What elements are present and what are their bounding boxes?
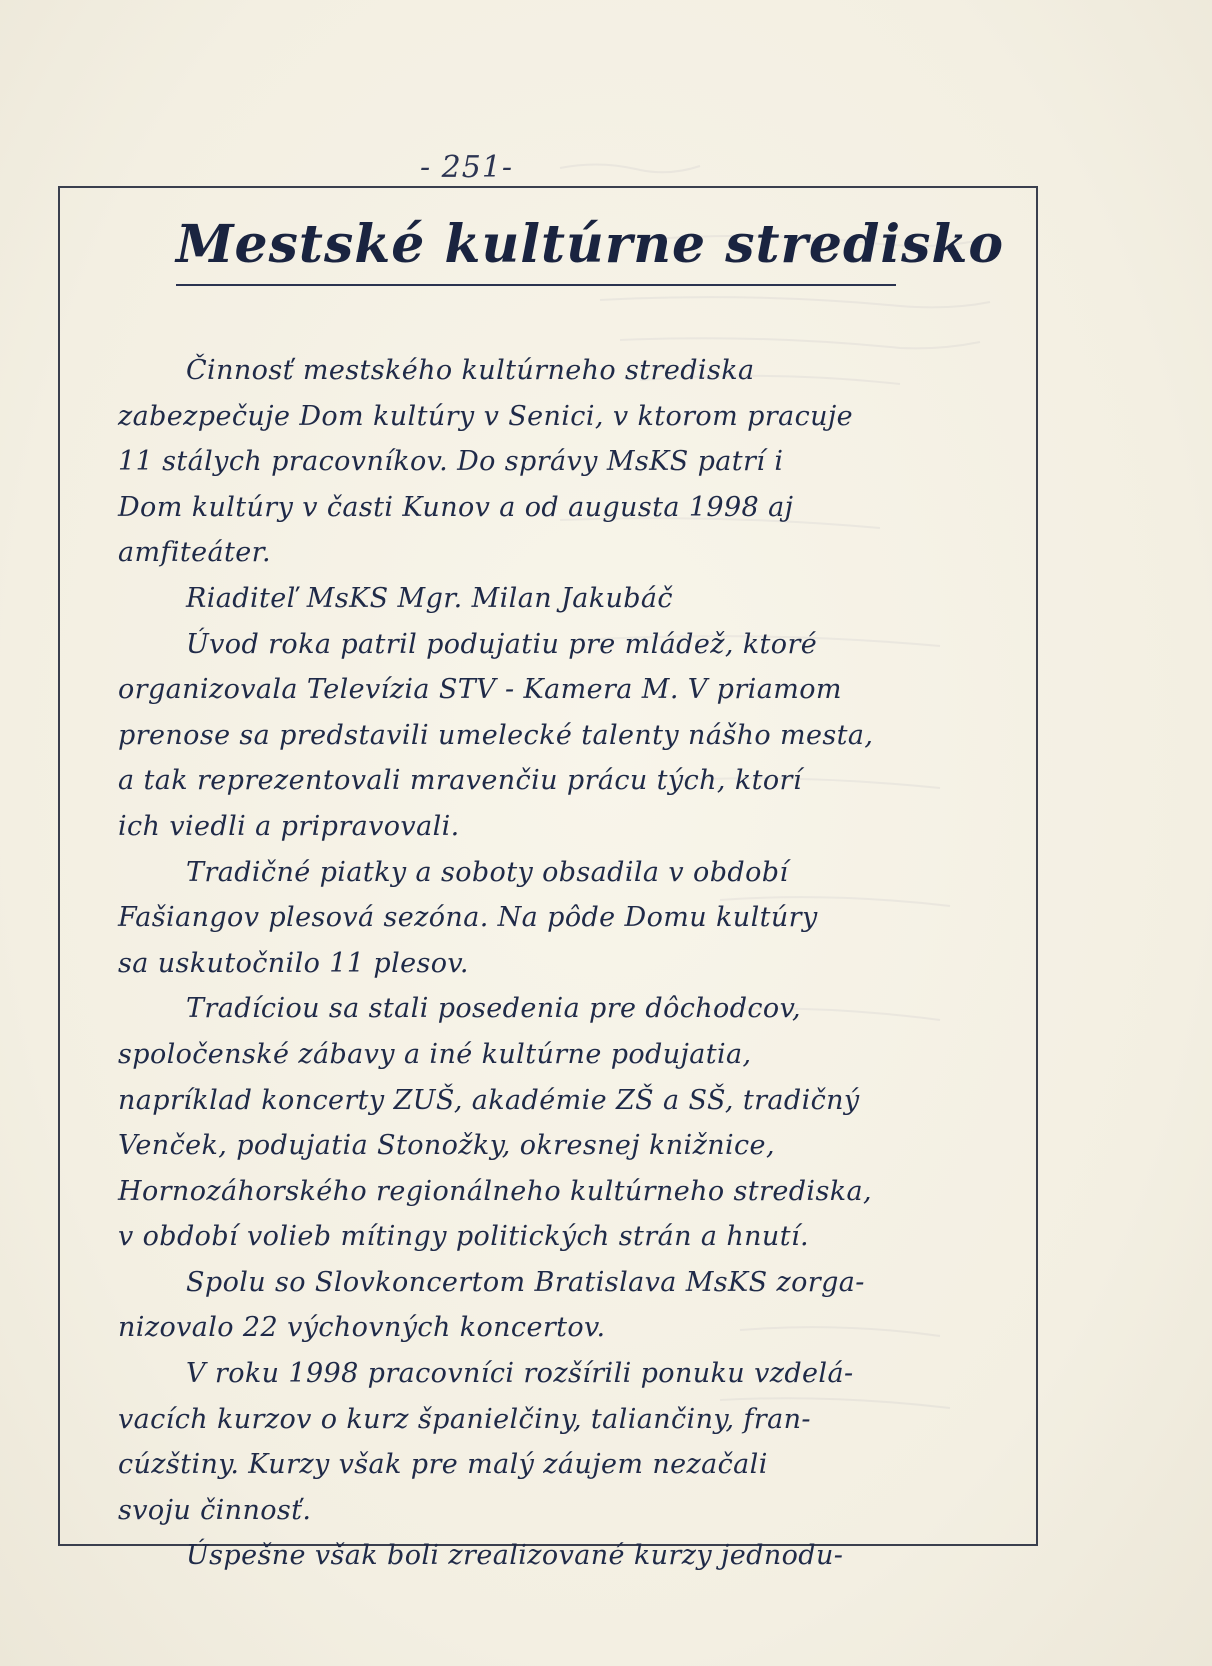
text-line: prenose sa predstavili umelecké talenty nášho mesta,	[118, 719, 874, 751]
text-line: Hornozáhorského regionálneho kultúrneho strediska,	[118, 1175, 872, 1207]
text-line: ich viedli a pripravovali.	[118, 810, 460, 842]
text-line: sa uskutočnilo 11 plesov.	[118, 947, 469, 979]
text-line: Činnosť mestského kultúrneho strediska	[186, 355, 755, 386]
text-line: spoločenské zábavy a iné kultúrne podujatia,	[118, 1038, 752, 1070]
text-line: vacích kurzov o kurz španielčiny, taliančiny, fran-	[118, 1403, 811, 1435]
text-line: Riaditeľ MsKS Mgr. Milan Jakubáč	[186, 582, 673, 614]
text-line: V roku 1998 pracovníci rozšírili ponuku vzdelá-	[186, 1358, 854, 1390]
text-line: Tradičné piatky a soboty obsadila v období	[186, 856, 789, 888]
text-line: nizovalo 22 výchovných koncertov.	[118, 1312, 606, 1344]
text-line: Fašiangov plesová sezóna. Na pôde Domu kultúry	[118, 902, 818, 934]
text-line: napríklad koncerty ZUŠ, akadémie ZŠ a SŠ, tradičný	[118, 1084, 860, 1116]
text-line: 11 stálych pracovníkov. Do správy MsKS patrí i	[118, 446, 784, 478]
heading-underline	[176, 284, 896, 286]
text-line: organizovala Televízia STV - Kamera M. V priamom	[118, 674, 842, 706]
text-line: zabezpečuje Dom kultúry v Senici, v ktorom pracuje	[118, 400, 854, 432]
text-line: Úvod roka patril podujatiu pre mládež, ktoré	[186, 628, 818, 660]
text-line: a tak reprezentovali mravenčiu prácu tých, ktorí	[118, 765, 802, 797]
text-line: amfiteáter.	[118, 537, 272, 569]
section-heading: Mestské kultúrne stredisko	[176, 214, 1005, 275]
text-line: v období volieb mítingy politických strán a hnutí.	[118, 1221, 809, 1253]
text-line: Spolu so Slovkoncertom Bratislava MsKS zorga-	[186, 1266, 865, 1298]
text-line: Úspešne však boli zrealizované kurzy jednodu-	[186, 1540, 844, 1572]
page-number: - 251-	[420, 150, 514, 185]
text-line: svoju činnosť.	[118, 1494, 312, 1526]
text-line: Venček, podujatia Stonožky, okresnej knižnice,	[118, 1130, 775, 1162]
text-line: Tradíciou sa stali posedenia pre dôchodcov,	[186, 993, 801, 1025]
text-line: Dom kultúry v časti Kunov a od augusta 1998 aj	[118, 491, 794, 523]
text-line: cúzštiny. Kurzy však pre malý záujem nezačali	[118, 1449, 768, 1481]
handwritten-text-body	[118, 348, 1018, 1579]
